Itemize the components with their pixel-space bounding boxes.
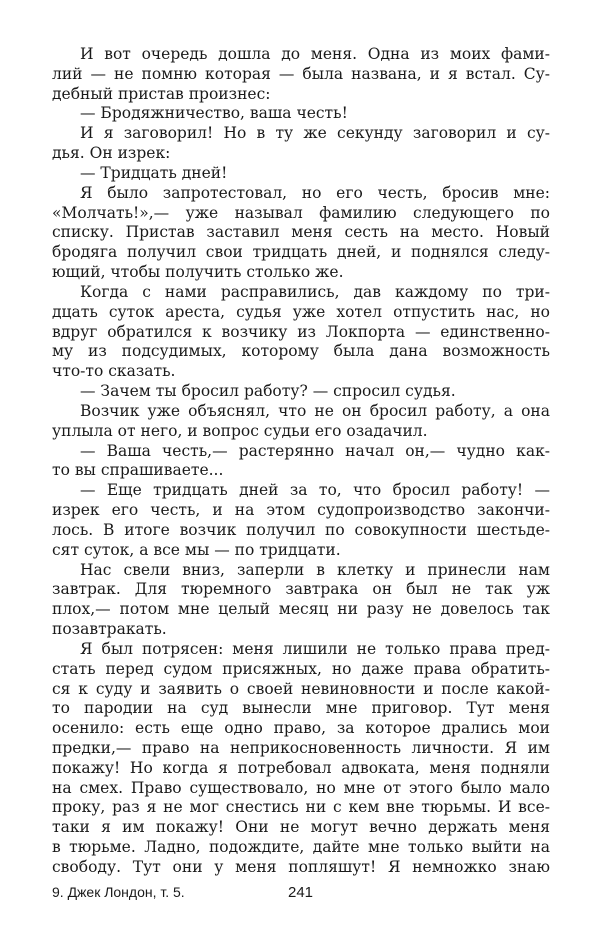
text-line: стать перед судом присяжных, но даже права обратить- <box>52 659 550 678</box>
text-line: плох,— потом мне целый месяц ни разу не довелось так <box>52 600 550 619</box>
text-line: свободу. Тут они у меня попляшут! Я немножко знаю <box>52 857 550 876</box>
page-number: 241 <box>288 884 314 901</box>
text-line: осенило: есть еще одно право, за которое дрались мои <box>52 719 550 738</box>
paragraph <box>52 382 550 402</box>
paragraph <box>52 104 550 124</box>
text-line: в тюрьме. Ладно, подождите, дайте мне только выйти на <box>52 838 550 857</box>
text-line: И я заговорил! Но в ту же секунду заговорил и су- <box>80 124 550 143</box>
text-line: бродяга получил свои тридцать дней, и поднялся следу- <box>52 243 550 262</box>
text-line: лий — не помню которая — была названа, и я встал. Су- <box>52 64 550 83</box>
text-line: И вот очередь дошла до меня. Одна из моих фами- <box>80 45 550 63</box>
paragraph <box>52 640 550 878</box>
text-line: таки я им покажу! Они не могут вечно держать меня <box>52 818 550 837</box>
text-line: то пародии на суд вынесли мне приговор. Тут меня <box>52 699 550 718</box>
text-line: списку. Пристав заставил меня сесть на место. Новый <box>52 223 550 242</box>
text-line: что-то сказать. <box>52 362 176 381</box>
text-line: лось. В итоге возчик получил по совокупности шестьде- <box>52 520 550 539</box>
paragraph <box>52 442 550 482</box>
text-line: — Бродяжничество, ваша честь! <box>80 104 348 123</box>
page-footer <box>52 884 550 904</box>
text-line: Когда с нами расправились, дав каждому по три- <box>80 282 550 301</box>
text-line: — Еще тридцать дней за то, что бросил работу! — <box>80 481 550 500</box>
text-line: — Тридцать дней! <box>80 163 228 182</box>
text-line: изрек его честь, и на этом судопроизводство закончи- <box>52 501 550 520</box>
paragraph <box>52 481 550 560</box>
text-line: дья. Он изрек: <box>52 144 171 163</box>
text-line: уплыла от него, и вопрос судьи его озадачил. <box>52 421 428 440</box>
text-line: Я был потрясен: меня лишили не только права пред- <box>80 639 550 658</box>
text-line: предки,— право на неприкосновенность личности. Я им <box>52 738 550 757</box>
text-line: дебный пристав произнес: <box>52 84 271 103</box>
text-line: дцать суток ареста, судья уже хотел отпустить нас, но <box>52 302 550 321</box>
text-line: вдруг обратился к возчику из Локпорта — единственно- <box>52 322 550 341</box>
paragraph <box>52 184 550 283</box>
paragraph <box>52 45 550 104</box>
text-line: — Зачем ты бросил работу? — спросил судья. <box>80 382 456 401</box>
printer-signature: 9. Джек Лондон, т. 5. <box>52 884 185 900</box>
text-line: Возчик уже объяснял, что не он бросил работу, а она <box>80 401 550 420</box>
paragraph <box>52 283 550 382</box>
paragraph <box>52 402 550 442</box>
text-line: ся к суду и заявить о своей невиновности и после какой- <box>52 679 550 698</box>
paragraph <box>52 561 550 640</box>
text-line: то вы спрашиваете... <box>52 461 224 480</box>
text-line: позавтракать. <box>52 620 167 639</box>
text-line: «Молчать!»,— уже называл фамилию следующего по <box>52 203 550 222</box>
text-line: завтрак. Для тюремного завтрака он был не так уж <box>52 580 550 599</box>
text-line: ющий, чтобы получить столько же. <box>52 263 344 282</box>
paragraph <box>52 124 550 164</box>
text-line: Нас свели вниз, заперли в клетку и принесли нам <box>80 560 550 579</box>
text-line: покажу! Но когда я потребовал адвоката, меня подняли <box>52 758 550 777</box>
text-line: му из подсудимых, которому была дана возможность <box>52 342 550 361</box>
text-line: проку, раз я не мог снестись ни с кем вне тюрьмы. И все- <box>52 798 550 817</box>
page-body-text <box>52 45 550 878</box>
text-line: — Ваша честь,— растерянно начал он,— чудно как- <box>80 441 550 460</box>
text-line: на смех. Право существовало, но мне от этого было мало <box>52 778 550 797</box>
text-line: Я было запротестовал, но его честь, бросив мне: <box>80 183 550 202</box>
paragraph <box>52 164 550 184</box>
text-line: сят суток, а все мы — по тридцати. <box>52 540 341 559</box>
